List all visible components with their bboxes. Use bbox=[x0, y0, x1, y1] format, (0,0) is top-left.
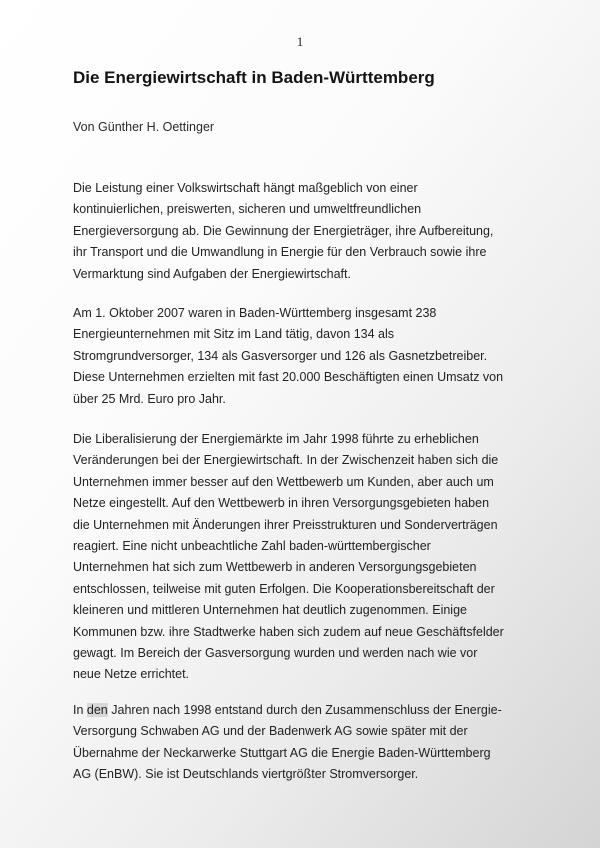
text-line: Netze eingestellt. Auf den Wettbewerb in ihren Versorgungsgebieten haben bbox=[73, 496, 490, 511]
text-line: Unternehmen immer besser auf den Wettbewerb um Kunden, aber auch um bbox=[73, 474, 494, 489]
author-line: Von Günther H. Oettinger bbox=[73, 120, 215, 134]
text-line: Veränderungen bei der Energiewirtschaft. In der Zwischenzeit haben sich die bbox=[73, 453, 499, 468]
text-line: entschlossen, teilweise mit guten Erfolgen. Die Kooperationsbereitschaft der bbox=[73, 581, 495, 596]
text-line: Versorgung Schwaben AG und der Badenwerk AG sowie später mit der bbox=[73, 724, 468, 739]
text-line: Vermarktung sind Aufgaben der Energiewirtschaft. bbox=[73, 266, 351, 281]
paragraph-2 bbox=[73, 303, 553, 410]
text-fragment: Jahren nach 1998 entstand durch den Zusammenschluss der Energie- bbox=[107, 703, 502, 717]
text-line: neue Netze errichtet. bbox=[73, 667, 190, 682]
paragraph-1 bbox=[73, 178, 553, 285]
page-number: 1 bbox=[296, 34, 304, 49]
paragraph-3 bbox=[73, 429, 553, 686]
text-line: gewagt. Im Bereich der Gasversorgung wurden und werden nach wie vor bbox=[73, 645, 478, 660]
document-title: Die Energiewirtschaft in Baden-Württemberg bbox=[73, 68, 435, 87]
paragraph-4 bbox=[73, 700, 553, 786]
text-line: kleineren und mittleren Unternehmen hat deutlich zugenommen. Einige bbox=[73, 603, 467, 618]
text-line: Die Leistung einer Volkswirtschaft hängt maßgeblich von einer bbox=[73, 181, 418, 195]
text-line: über 25 Mrd. Euro pro Jahr. bbox=[73, 391, 226, 406]
text-fragment: In bbox=[73, 703, 87, 717]
text-line: Unternehmen hat sich zum Wettbewerb in anderen Versorgungsgebieten bbox=[73, 560, 477, 575]
text-line: Am 1. Oktober 2007 waren in Baden-Württemberg insgesamt 238 bbox=[73, 306, 437, 320]
text-line: Stromgrundversorger, 134 als Gasversorger und 126 als Gasnetzbetreiber. bbox=[73, 348, 488, 363]
text-line: kontinuierlichen, preiswerten, sicheren und umweltfreundlichen bbox=[73, 202, 422, 217]
text-line: Übernahme der Neckarwerke Stuttgart AG die Energie Baden-Württemberg bbox=[73, 745, 491, 760]
text-line: Energieunternehmen mit Sitz im Land tätig, davon 134 als bbox=[73, 327, 395, 342]
text-line: Diese Unternehmen erzielten mit fast 20.000 Beschäftigten einen Umsatz von bbox=[73, 370, 504, 385]
text-line bbox=[73, 700, 553, 721]
text-line: Energieversorgung ab. Die Gewinnung der Energieträger, ihre Aufbereitung, bbox=[73, 223, 494, 238]
text-line: Kommunen bzw. ihre Stadtwerke haben sich zudem auf neue Geschäftsfelder bbox=[73, 624, 504, 639]
text-line: AG (EnBW). Sie ist Deutschlands viertgrößter Stromversorger. bbox=[73, 767, 419, 782]
text-line: ihr Transport und die Umwandlung in Energie für den Verbrauch sowie ihre bbox=[73, 245, 487, 260]
highlighted-word[interactable]: den bbox=[86, 703, 108, 717]
text-line: die Unternehmen mit Änderungen ihrer Preisstrukturen und Sonderverträgen bbox=[73, 517, 498, 532]
text-line: reagiert. Eine nicht unbeachtliche Zahl baden-württembergischer bbox=[73, 538, 431, 553]
text-line: Die Liberalisierung der Energiemärkte im Jahr 1998 führte zu erheblichen bbox=[73, 432, 479, 446]
